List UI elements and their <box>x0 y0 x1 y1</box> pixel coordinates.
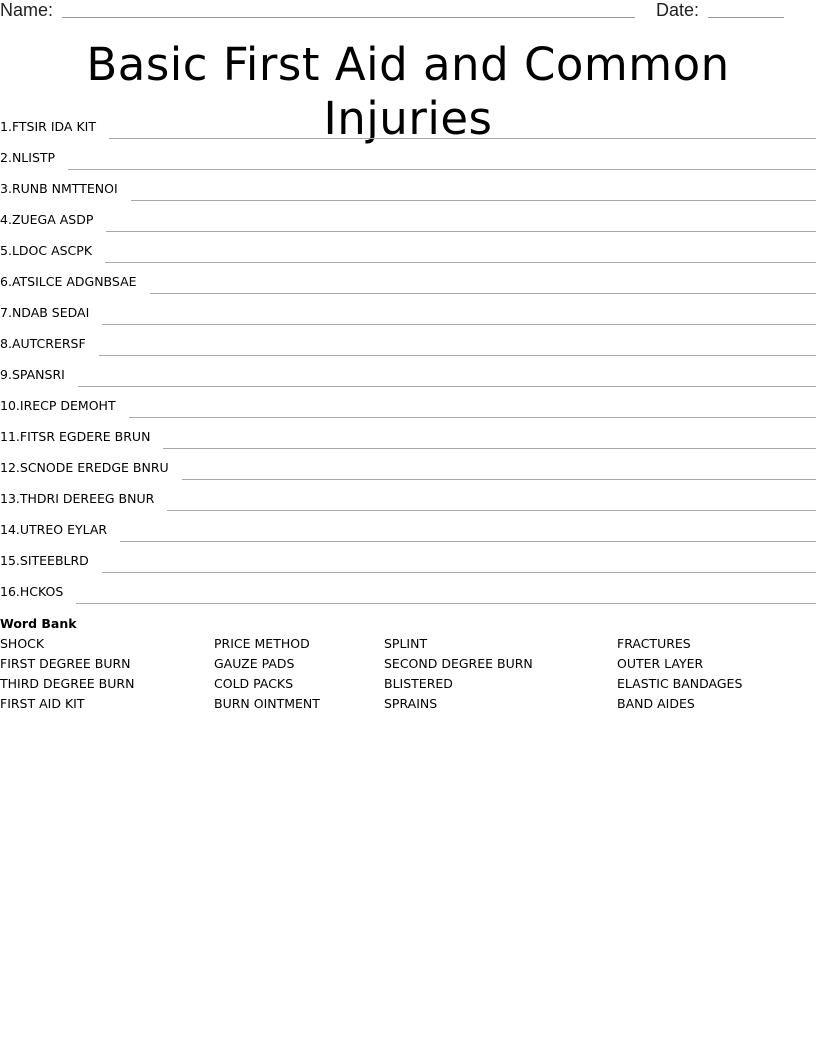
answer-line[interactable] <box>163 448 816 449</box>
answer-line[interactable] <box>105 262 816 263</box>
word-bank-item: GAUZE PADS <box>214 656 295 671</box>
question-row <box>0 514 816 545</box>
question-row <box>0 359 816 390</box>
word-bank-item: FRACTURES <box>617 636 691 651</box>
scrambled-word: SCNODE EREDGE BNRU <box>19 460 169 475</box>
question-row <box>0 235 816 266</box>
answer-line[interactable] <box>78 386 816 387</box>
scrambled-word: FTSIR IDA KIT <box>11 119 96 134</box>
answer-line[interactable] <box>109 138 816 139</box>
scrambled-word: FITSR EGDERE BRUN <box>19 429 151 444</box>
answer-line[interactable] <box>129 417 816 418</box>
word-bank-item: BURN OINTMENT <box>214 696 320 711</box>
answer-line[interactable] <box>182 479 816 480</box>
question-number: 6. <box>0 274 12 289</box>
question-row <box>0 545 816 576</box>
scrambled-word: UTREO EYLAR <box>19 522 108 537</box>
scrambled-word: SITEEBLRD <box>19 553 89 568</box>
question-number: 1. <box>0 119 12 134</box>
scrambled-word: NLISTP <box>11 150 56 165</box>
question-row <box>0 328 816 359</box>
date-field[interactable] <box>708 17 784 18</box>
question-number: 14. <box>0 522 20 537</box>
word-bank-item: PRICE METHOD <box>214 636 310 651</box>
question-row <box>0 142 816 173</box>
question-number: 2. <box>0 150 12 165</box>
word-bank-item: OUTER LAYER <box>617 656 704 671</box>
scrambled-word: IRECP DEMOHT <box>19 398 116 413</box>
question-row <box>0 576 816 607</box>
answer-line[interactable] <box>102 324 816 325</box>
question-number: 3. <box>0 181 12 196</box>
question-number: 15. <box>0 553 20 568</box>
answer-line[interactable] <box>167 510 816 511</box>
answer-line[interactable] <box>102 572 816 573</box>
answer-line[interactable] <box>76 603 816 604</box>
word-bank-item: FIRST AID KIT <box>0 696 85 711</box>
question-number: 13. <box>0 491 20 506</box>
word-bank-grid <box>0 634 816 714</box>
answer-line[interactable] <box>99 355 816 356</box>
question-row <box>0 421 816 452</box>
scrambled-word: HCKOS <box>19 584 64 599</box>
question-row <box>0 297 816 328</box>
name-label: Name: <box>0 0 54 20</box>
answer-line[interactable] <box>131 200 816 201</box>
question-row <box>0 204 816 235</box>
question-number: 4. <box>0 212 12 227</box>
question-number: 16. <box>0 584 20 599</box>
name-field[interactable] <box>62 17 635 18</box>
answer-line[interactable] <box>120 541 816 542</box>
word-bank-item: SHOCK <box>0 636 45 651</box>
answer-line[interactable] <box>68 169 816 170</box>
question-row <box>0 390 816 421</box>
scrambled-word: ATSILCE ADGNBSAE <box>11 274 137 289</box>
question-list <box>0 111 816 607</box>
page-title: Basic First Aid and Common Injuries <box>86 38 730 145</box>
header <box>0 0 816 22</box>
question-number: 8. <box>0 336 12 351</box>
word-bank-item: SPRAINS <box>384 696 438 711</box>
question-number: 12. <box>0 460 20 475</box>
question-row <box>0 111 816 142</box>
word-bank <box>0 614 816 714</box>
question-number: 5. <box>0 243 12 258</box>
question-row <box>0 483 816 514</box>
word-bank-item: SECOND DEGREE BURN <box>384 656 533 671</box>
word-bank-item: COLD PACKS <box>214 676 294 691</box>
date-label: Date: <box>656 0 700 20</box>
scrambled-word: ZUEGA ASDP <box>11 212 94 227</box>
word-bank-title: Word Bank <box>0 616 77 631</box>
question-row <box>0 266 816 297</box>
word-bank-item: ELASTIC BANDAGES <box>617 676 743 691</box>
answer-line[interactable] <box>106 231 816 232</box>
scrambled-word: RUNB NMTTENOI <box>11 181 118 196</box>
word-bank-item: FIRST DEGREE BURN <box>0 656 131 671</box>
scrambled-word: LDOC ASCPK <box>11 243 93 258</box>
answer-line[interactable] <box>150 293 816 294</box>
question-number: 11. <box>0 429 20 444</box>
scrambled-word: NDAB SEDAI <box>11 305 90 320</box>
scrambled-word: AUTCRERSF <box>11 336 86 351</box>
word-bank-item: THIRD DEGREE BURN <box>0 676 135 691</box>
scrambled-word: SPANSRI <box>11 367 65 382</box>
scrambled-word: THDRI DEREEG BNUR <box>19 491 155 506</box>
question-row <box>0 452 816 483</box>
word-bank-item: SPLINT <box>384 636 428 651</box>
word-bank-item: BAND AIDES <box>617 696 695 711</box>
question-row <box>0 173 816 204</box>
question-number: 10. <box>0 398 20 413</box>
question-number: 7. <box>0 305 12 320</box>
word-bank-item: BLISTERED <box>384 676 453 691</box>
question-number: 9. <box>0 367 12 382</box>
